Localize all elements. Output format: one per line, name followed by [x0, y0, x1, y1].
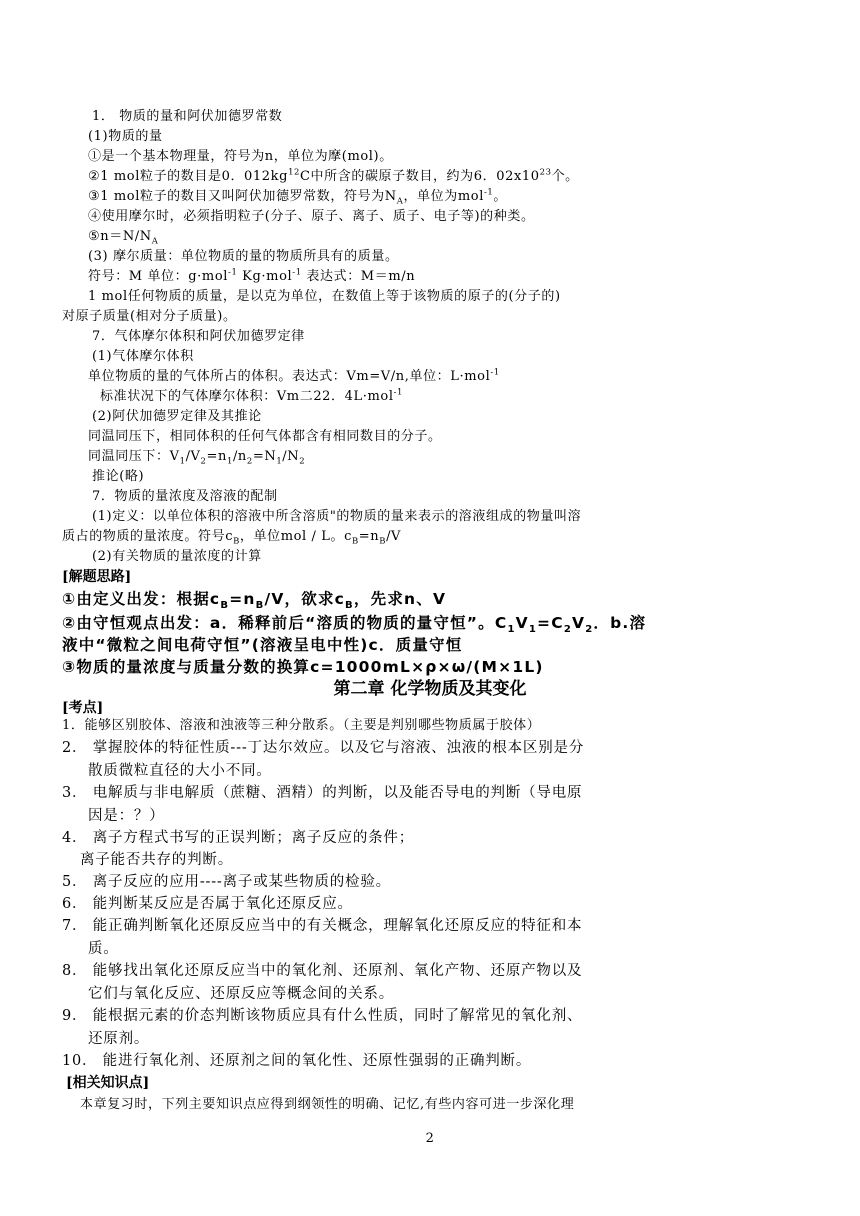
text-line: ②1 mol粒子的数目是0．$012kg^{12}C$中所含的碳原子数目，约为6．$02x10^{23}$个。 — [88, 166, 579, 184]
subheading-amount: (1)物质的量 — [88, 129, 163, 144]
thinking-title: [解题思路] — [62, 569, 132, 585]
kaodian-item-9: 9． 能根据元素的价态判断该物质应具有什么性质，同时了解常见的氧化剂、 — [62, 1008, 583, 1024]
text-line: ④使用摩尔时，必须指明粒子(分子、原子、离子、质子、电子等)的种类。 — [88, 209, 535, 224]
text-line: 单位物质的量的气体所占的体积。表达式：Vm=V/n,单位：L·mol$^{-1}$ — [88, 366, 500, 384]
kaodian-item-1: 1．能够区别胶体、溶液和浊液等三种分散系。（主要是判别哪些物质属于胶体） — [62, 718, 541, 733]
chapter-title: 第二章 化学物质及其变化 — [333, 679, 527, 699]
text-line: 推论(略) — [92, 469, 145, 484]
kaodian-item-2: 2． 掌握胶体的特征性质---丁达尔效应。以及它与溶液、浊液的根本区别是分 — [62, 740, 585, 756]
text-line: (1)定义：以单位体积的溶液中所含溶质"的物质的量来表示的溶液组成的物量叫溶 — [92, 509, 582, 524]
text-line: 符号：M 单位：g·mol$^{-1}$ Kg·mol$^{-1}$ 表达式：M＝m/n — [88, 266, 416, 284]
text-line: 标准状况下的气体摩尔体积：Vm二22．4L·mol$^{-1}$ — [100, 386, 404, 404]
heading-gas-molar-volume: 7．气体摩尔体积和阿伏加德罗定律 — [92, 329, 305, 344]
kaodian-item-5: 5． 离子反应的应用----离子或某些物质的检验。 — [62, 874, 391, 890]
kaodian-item-4-cont: 离子能否共存的判断。 — [80, 852, 233, 868]
subheading-gas-molar-volume: (1)气体摩尔体积 — [92, 349, 194, 364]
text-line: 质占的物质的量浓度。符号$c_B$，单位mol / L。$c_B=n_B/V$ — [62, 529, 402, 546]
page-number: 2 — [425, 1131, 435, 1146]
kaodian-item-3: 3． 电解质与非电解质（蔗糖、酒精）的判断，以及能否导电的判断（导电原 — [62, 785, 583, 801]
related-knowledge-title: [相关知识点] — [66, 1075, 150, 1091]
kaodian-item-2-cont: 散质微粒直径的大小不同。 — [88, 763, 272, 779]
kaodian-item-7: 7． 能正确判断氧化还原反应当中的有关概念，理解氧化还原反应的特征和本 — [62, 918, 583, 934]
text-line: $⑤n=N/N_A$ — [88, 229, 159, 246]
kaodian-item-8-cont: 它们与氧化反应、还原反应等概念间的关系。 — [88, 986, 394, 1002]
kaodian-item-10: 10． 能进行氧化剂、还原剂之间的氧化性、还原性强弱的正确判断。 — [62, 1053, 532, 1069]
text-line: 同温同压下：$V_1/V_2=n_1/n_2=N_1/N_2$ — [88, 449, 306, 466]
heading-mole-avogadro: 1． 物质的量和阿伏加德罗常数 — [92, 109, 283, 124]
thinking-line-1: ①由定义出发：根据$c_B=n_B/V$，欲求$c_B$，先求n、V — [62, 590, 447, 612]
kaodian-item-3-cont: 因是：？） — [88, 808, 165, 824]
text-line: ③1 mol粒子的数目又叫阿伏加德罗常数，符号为$N_A$，单位为mol$^{-1}$。 — [88, 186, 507, 206]
text-line: 对原子质量(相对分子质量)。 — [62, 309, 237, 324]
kaodian-item-4: 4． 离子方程式书写的正误判断；离子反应的条件； — [62, 830, 415, 846]
kaodian-item-9-cont: 还原剂。 — [88, 1031, 150, 1047]
thinking-line-2: ②由守恒观点出发：a．稀释前后“溶质的物质的量守恒”。$C_1V_1=C_2V_2$．b.溶 — [62, 614, 647, 636]
heading-concentration: 7．物质的量浓度及溶液的配制 — [92, 489, 278, 504]
related-knowledge-text: 本章复习时，下列主要知识点应得到纲领性的明确、记忆,有些内容可进一步深化理 — [80, 1097, 575, 1112]
kaodian-item-8: 8． 能够找出氧化还原反应当中的氧化剂、还原剂、氧化产物、还原产物以及 — [62, 963, 583, 979]
subheading-molar-mass: (3) 摩尔质量：单位物质的量的物质所具有的质量。 — [88, 249, 399, 264]
kaodian-title: [考点] — [62, 700, 104, 716]
kaodian-item-6: 6． 能判断某反应是否属于氧化还原反应。 — [62, 896, 353, 912]
thinking-line-4: ③物质的量浓度与质量分数的换算c=1000mL×ρ×ω/(M×1L) — [62, 658, 544, 676]
subheading-avogadro-law: (2)阿伏加德罗定律及其推论 — [92, 409, 262, 424]
text-line: ①是一个基本物理量，符号为n，单位为摩(mol)。 — [88, 149, 393, 164]
text-line: 1 mol任何物质的质量，是以克为单位，在数值上等于该物质的原子的(分子的) — [88, 289, 561, 304]
thinking-line-3: 液中“微粒之间电荷守恒”(溶液呈电中性)c．质量守恒 — [62, 636, 463, 654]
text-line: 同温同压下，相同体积的任何气体都含有相同数目的分子。 — [88, 429, 442, 444]
kaodian-item-7-cont: 质。 — [88, 941, 119, 957]
subheading-concentration-calc: (2)有关物质的量浓度的计算 — [92, 549, 262, 564]
